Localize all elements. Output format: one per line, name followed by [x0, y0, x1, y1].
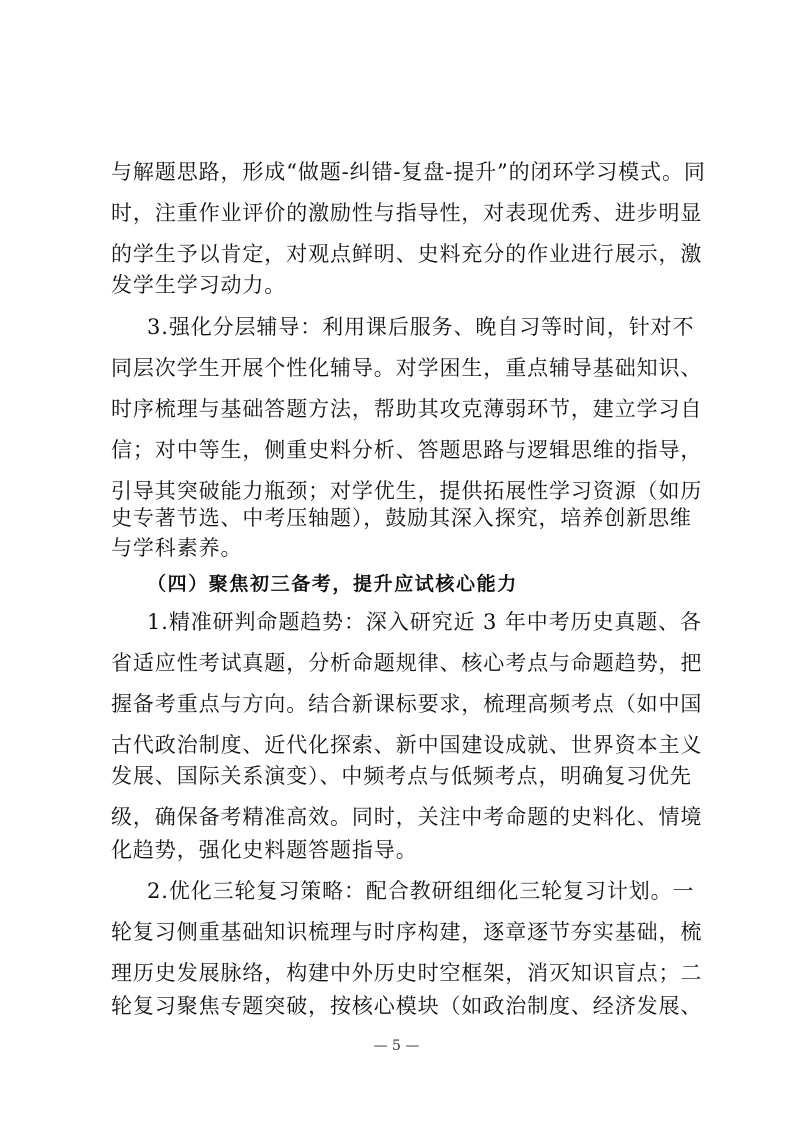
text-line: 轮复习聚焦专题突破，按核心模块（如政治制度、经济发展、 — [111, 994, 703, 1018]
text-line: 与解题思路，形成“做题-纠错-复盘-提升”的闭环学习模式。同 — [111, 160, 706, 184]
paragraph-start-line: 3.强化分层辅导：利用课后服务、晚自习等时间，针对不 — [147, 315, 695, 339]
text-line: 的学生予以肯定，对观点鲜明、史料充分的作业进行展示，激 — [111, 242, 703, 266]
text-line: 发学生学习动力。 — [111, 273, 287, 297]
text-line: 理历史发展脉络，构建中外历史时空框架，消灭知识盲点；二 — [111, 961, 703, 985]
text-line: 握备考重点与方向。结合新课标要求，梳理高频考点（如中国 — [111, 692, 703, 716]
text-line: 信；对中等生，侧重史料分析、答题思路与逻辑思维的指导， — [111, 438, 703, 462]
paragraph-start-line: 1.精准研判命题趋势：深入研究近 3 年中考历史真题、各 — [147, 610, 702, 634]
text-line: 级，确保备考精准高效。同时，关注中考命题的史料化、情境 — [111, 805, 703, 829]
text-line: 同层次学生开展个性化辅导。对学困生，重点辅导基础知识、 — [111, 356, 703, 380]
text-line: 史专著节选、中考压轴题），鼓励其深入探究，培养创新思维 — [111, 506, 692, 530]
text-line: 省适应性考试真题，分析命题规律、核心考点与命题趋势，把 — [111, 651, 703, 675]
text-line: 轮复习侧重基础知识梳理与时序构建，逐章逐节夯实基础，梳 — [111, 920, 703, 944]
text-line: 引导其突破能力瓶颈；对学优生，提供拓展性学习资源（如历 — [111, 479, 703, 503]
text-line: 时序梳理与基础答题方法，帮助其攻克薄弱环节，建立学习自 — [111, 397, 703, 421]
text-line: 时，注重作业评价的激励性与指导性，对表现优秀、进步明显 — [111, 201, 703, 225]
text-line: 古代政治制度、近代化探索、新中国建设成就、世界资本主义 — [111, 733, 703, 757]
text-line: 发展、国际关系演变）、中频考点与低频考点，明确复习优先 — [111, 764, 692, 788]
paragraph-start-line: 2.优化三轮复习策略：配合教研组细化三轮复习计划。一 — [147, 879, 695, 903]
text-line: 化趋势，强化史料题答题指导。 — [111, 838, 418, 862]
section-heading: （四）聚焦初三备考，提升应试核心能力 — [147, 573, 518, 595]
page-number: — 5 — — [373, 1038, 420, 1054]
text-line: 与学科素养。 — [111, 536, 243, 560]
